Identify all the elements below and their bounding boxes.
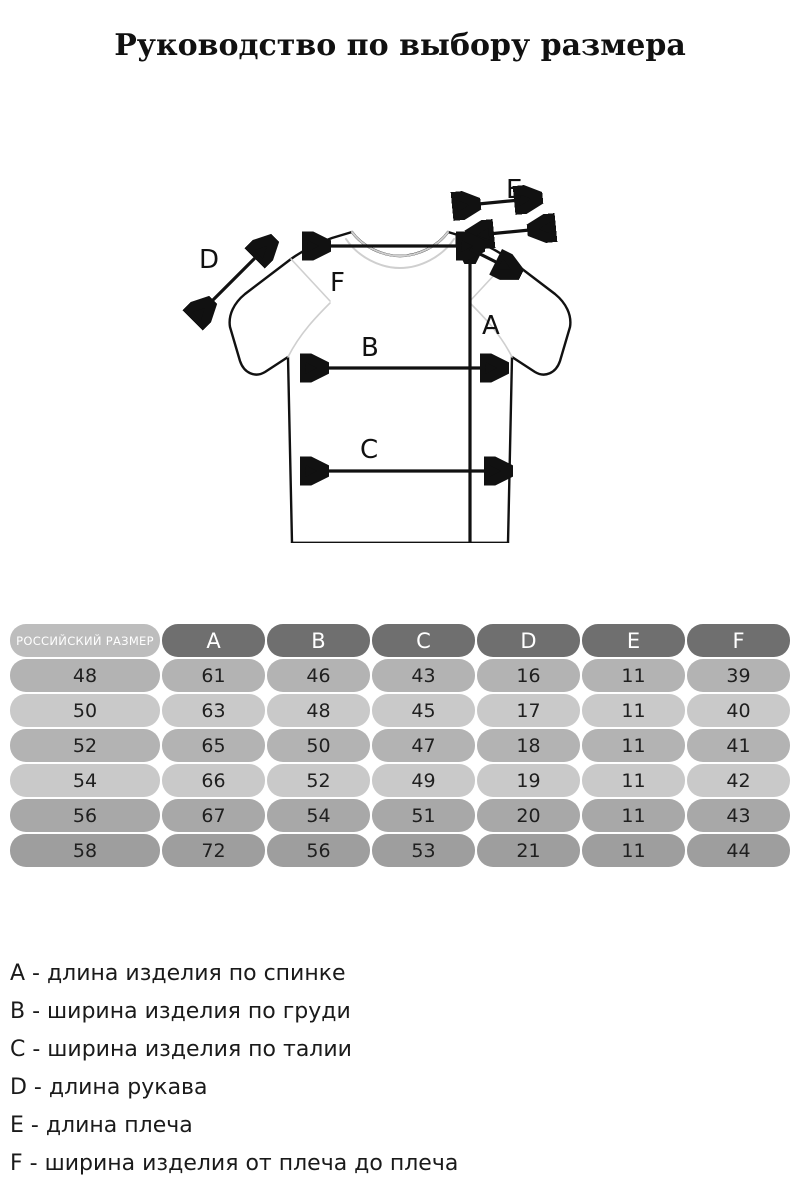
cell-size: 52	[10, 729, 160, 762]
table-row	[10, 694, 790, 727]
cell-C: 53	[372, 834, 475, 867]
cell-B: 46	[267, 659, 370, 692]
table-row	[10, 729, 790, 762]
cell-F: 43	[687, 799, 790, 832]
legend-item-E: E - длина плеча	[10, 1113, 193, 1138]
cell-E: 11	[582, 764, 685, 797]
table-header-cell-A: A	[162, 624, 265, 657]
cell-A: 63	[162, 694, 265, 727]
cell-B: 48	[267, 694, 370, 727]
cell-size: 56	[10, 799, 160, 832]
diagram-label-C: C	[360, 435, 379, 465]
table-row	[10, 659, 790, 692]
cell-E: 11	[582, 799, 685, 832]
legend-item-F: F - ширина изделия от плеча до плеча	[10, 1151, 459, 1176]
legend-item-B: B - ширина изделия по груди	[10, 999, 351, 1024]
cell-F: 40	[687, 694, 790, 727]
size-table-container	[8, 622, 792, 869]
cell-B: 54	[267, 799, 370, 832]
legend-item-C: C - ширина изделия по талии	[10, 1037, 352, 1062]
cell-D: 18	[477, 729, 580, 762]
cell-A: 61	[162, 659, 265, 692]
table-header-cell-E: E	[582, 624, 685, 657]
cell-D: 16	[477, 659, 580, 692]
cell-B: 52	[267, 764, 370, 797]
table-header-cell-B: B	[267, 624, 370, 657]
diagram-label-B: B	[361, 333, 379, 363]
table-header-cell-size: РОССИЙСКИЙ РАЗМЕР	[10, 624, 160, 657]
cell-size: 54	[10, 764, 160, 797]
cell-D: 20	[477, 799, 580, 832]
cell-E: 11	[582, 729, 685, 762]
cell-C: 47	[372, 729, 475, 762]
table-row	[10, 834, 790, 867]
tshirt-diagram	[0, 63, 800, 543]
table-header-row	[10, 624, 790, 657]
table-header-cell-C: C	[372, 624, 475, 657]
table-header-cell-F: F	[687, 624, 790, 657]
cell-E: 11	[582, 834, 685, 867]
cell-B: 56	[267, 834, 370, 867]
measurement-legend	[10, 955, 790, 1183]
cell-size: 48	[10, 659, 160, 692]
cell-C: 43	[372, 659, 475, 692]
cell-C: 51	[372, 799, 475, 832]
cell-E: 11	[582, 694, 685, 727]
cell-size: 58	[10, 834, 160, 867]
table-row	[10, 799, 790, 832]
cell-C: 49	[372, 764, 475, 797]
cell-E: 11	[582, 659, 685, 692]
legend-item-D: D - длина рукава	[10, 1075, 208, 1100]
cell-F: 44	[687, 834, 790, 867]
cell-D: 21	[477, 834, 580, 867]
cell-D: 19	[477, 764, 580, 797]
cell-A: 65	[162, 729, 265, 762]
cell-D: 17	[477, 694, 580, 727]
cell-C: 45	[372, 694, 475, 727]
diagram-label-D: D	[199, 245, 220, 275]
table-row	[10, 764, 790, 797]
size-table	[8, 622, 792, 869]
cell-A: 66	[162, 764, 265, 797]
cell-B: 50	[267, 729, 370, 762]
tshirt-illustration	[0, 63, 800, 543]
page-title: Руководство по выбору размера	[114, 28, 686, 63]
cell-F: 39	[687, 659, 790, 692]
diagram-label-F: F	[330, 268, 345, 298]
cell-size: 50	[10, 694, 160, 727]
legend-item-A: A - длина изделия по спинке	[10, 961, 346, 986]
diagram-label-A: A	[482, 311, 500, 341]
cell-A: 72	[162, 834, 265, 867]
cell-F: 41	[687, 729, 790, 762]
table-header-cell-D: D	[477, 624, 580, 657]
cell-A: 67	[162, 799, 265, 832]
cell-F: 42	[687, 764, 790, 797]
diagram-label-E: E	[506, 175, 523, 205]
